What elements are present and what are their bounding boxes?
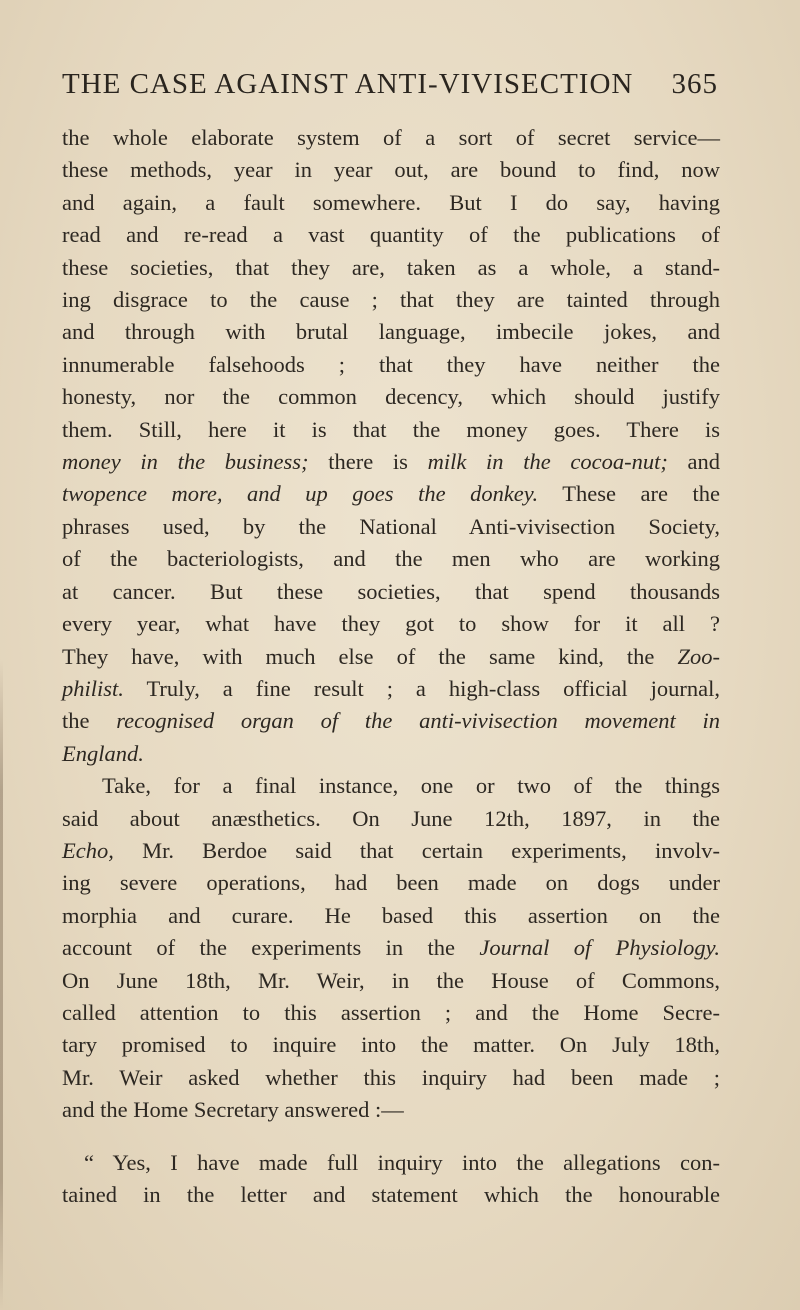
italic-phrase: Zoo- xyxy=(677,643,720,669)
italic-phrase: Echo, xyxy=(62,837,114,863)
text-line xyxy=(62,641,720,673)
quote-line: tained in the letter and statement which the honourable xyxy=(62,1182,720,1207)
text-line: of the bacteriologists, and the men who are working xyxy=(62,546,720,572)
text-run: the xyxy=(62,708,117,734)
text-line xyxy=(62,738,720,770)
text-run: These are the xyxy=(538,481,720,507)
text-line: these methods, year in year out, are bound to find, now xyxy=(62,157,720,183)
text-run: Truly, a fine result ; a high-class official journal, xyxy=(123,675,720,701)
text-line: On June 18th, Mr. Weir, in the House of Commons, xyxy=(62,967,720,993)
text-line: ing severe operations, had been made on dogs under xyxy=(62,870,720,896)
text-line: ing disgrace to the cause ; that they are tainted through xyxy=(62,287,720,313)
text-run: They have, with much else of the same kind, the xyxy=(62,643,678,669)
text-line: and the Home Secretary answered :— xyxy=(62,1097,404,1123)
italic-phrase: philist. xyxy=(62,675,124,701)
running-header xyxy=(62,68,718,101)
italic-phrase: Journal of Physiology. xyxy=(479,935,720,961)
paragraph-gap xyxy=(62,1127,720,1147)
text-line xyxy=(62,835,720,867)
text-run: there is xyxy=(308,449,428,475)
page-number: 365 xyxy=(671,68,718,100)
running-title: THE CASE AGAINST ANTI-VIVISECTION xyxy=(62,68,634,100)
italic-phrase: twopence more, and up goes the donkey. xyxy=(62,481,539,507)
italic-phrase: recognised organ of the anti-vivisection movement in xyxy=(116,708,720,734)
text-line xyxy=(62,932,720,964)
italic-phrase: England. xyxy=(62,740,144,766)
body-text xyxy=(62,122,720,1211)
text-line xyxy=(62,446,720,478)
text-run: Mr. Berdoe said that certain experiments, involv- xyxy=(113,837,720,863)
text-line: tary promised to inquire into the matter. On July 18th, xyxy=(62,1032,720,1058)
text-line: these societies, that they are, taken as a whole, a stand- xyxy=(62,254,720,280)
text-line: every year, what have they got to show for it all ? xyxy=(62,611,720,637)
text-line: and through with brutal language, imbecile jokes, and xyxy=(62,319,720,345)
text-line xyxy=(62,478,720,510)
text-line: called attention to this assertion ; and the Home Secre- xyxy=(62,999,720,1025)
text-line: phrases used, by the National Anti-vivisection Society, xyxy=(62,513,720,539)
text-line xyxy=(62,705,720,737)
italic-phrase: money in the business; xyxy=(62,449,309,475)
text-line: honesty, nor the common decency, which should justify xyxy=(62,384,720,410)
text-line: morphia and curare. He based this assertion on the xyxy=(62,902,720,928)
text-run: account of the experiments in the xyxy=(62,935,480,961)
text-line: the whole elaborate system of a sort of secret service— xyxy=(62,125,720,150)
quote-line: “ Yes, I have made full inquiry into the allegations con- xyxy=(84,1149,720,1175)
text-run: and xyxy=(667,449,721,475)
text-line: and again, a fault somewhere. But I do say, having xyxy=(62,189,720,215)
text-line: them. Still, here it is that the money goes. There is xyxy=(62,416,720,442)
italic-phrase: milk in the cocoa-nut; xyxy=(427,449,668,475)
text-line: at cancer. But these societies, that spend thousands xyxy=(62,578,720,604)
text-line: said about anæsthetics. On June 12th, 1897, in the xyxy=(62,805,720,831)
text-line: innumerable falsehoods ; that they have neither the xyxy=(62,351,720,377)
paragraph-start: Take, for a final instance, one or two of the things xyxy=(102,773,720,799)
page-edge-shadow xyxy=(0,660,3,1310)
text-line: Mr. Weir asked whether this inquiry had been made ; xyxy=(62,1064,720,1090)
text-line: read and re-read a vast quantity of the publications of xyxy=(62,222,720,248)
text-line xyxy=(62,673,720,705)
